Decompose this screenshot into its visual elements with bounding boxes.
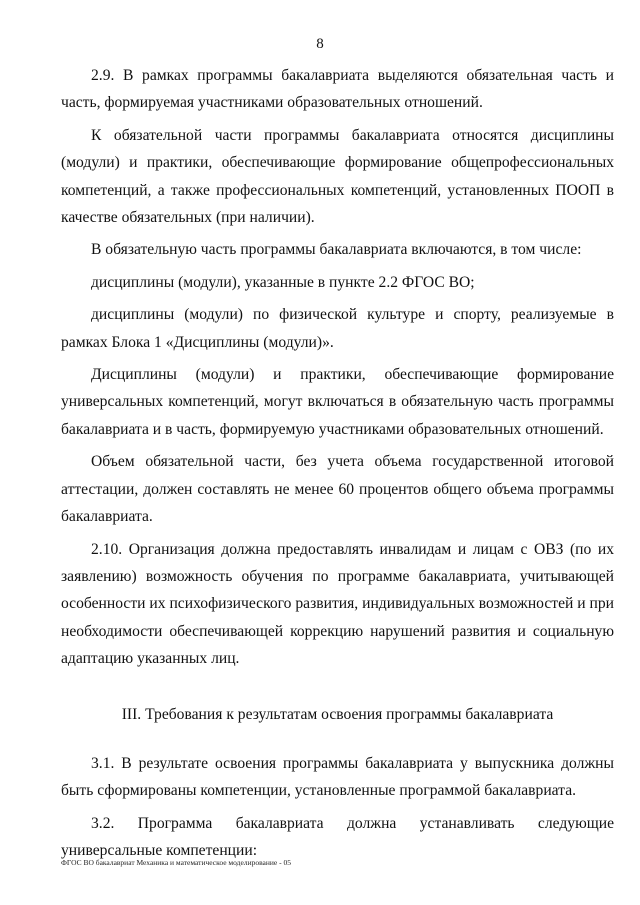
page-number: 8 xyxy=(316,36,324,52)
paragraph-mandatory-part: К обязательной части программы бакалавриата относятся дисциплины (модули) и практики, обеспечивающие формирование общепрофессиональных компетенций, а также профессиональных компетенций, установленных ПООП в качестве обязательных (при наличии). xyxy=(61,126,614,227)
paragraph-2-10: 2.10. Организация должна предоставлять инвалидам и лицам с ОВЗ (по их заявлению) возможность обучения по программе бакалавриата, учитывающей особенности их психофизического развития, индивидуальных возможностей и при необходимости обеспечивающей коррекцию нарушений развития и социальную адаптацию указанных лиц. xyxy=(61,540,614,668)
paragraph-2-9: 2.9. В рамках программы бакалавриата выделяются обязательная часть и часть, формируемая участниками образовательных отношений. xyxy=(61,67,614,112)
paragraph-3-2: 3.2. Программа бакалавриата должна устанавливать следующие универсальные компетенции: xyxy=(61,814,614,860)
page-footer: ФГОС ВО бакалавриат Механика и математическое моделирование - 05 xyxy=(61,858,291,867)
document-body xyxy=(61,62,614,870)
paragraph-mandatory-includes: В обязательную часть программы бакалавриата включаются, в том числе: xyxy=(91,241,582,259)
paragraph-physical-culture: дисциплины (модули) по физической культуре и спорту, реализуемые в рамках Блока 1 «Дисциплины (модули)». xyxy=(61,306,614,351)
paragraph-universal-competencies: Дисциплины (модули) и практики, обеспечивающие формирование универсальных компетенций, могут включаться в обязательную часть программы бакалавриата и в часть, формируемую участниками образовательных отношений. xyxy=(61,366,614,438)
paragraph-disciplines-2-2: дисциплины (модули), указанные в пункте 2.2 ФГОС ВО; xyxy=(91,273,475,291)
paragraph-3-1: 3.1. В результате освоения программы бакалавриата у выпускника должны быть сформированы компетенции, установленные программой бакалавриата. xyxy=(61,754,614,800)
section-heading: III. Требования к результатам освоения программы бакалавриата xyxy=(121,705,554,723)
paragraph-mandatory-volume: Объем обязательной части, без учета объема государственной итоговой аттестации, должен составлять не менее 60 процентов общего объема программы бакалавриата. xyxy=(61,453,614,526)
